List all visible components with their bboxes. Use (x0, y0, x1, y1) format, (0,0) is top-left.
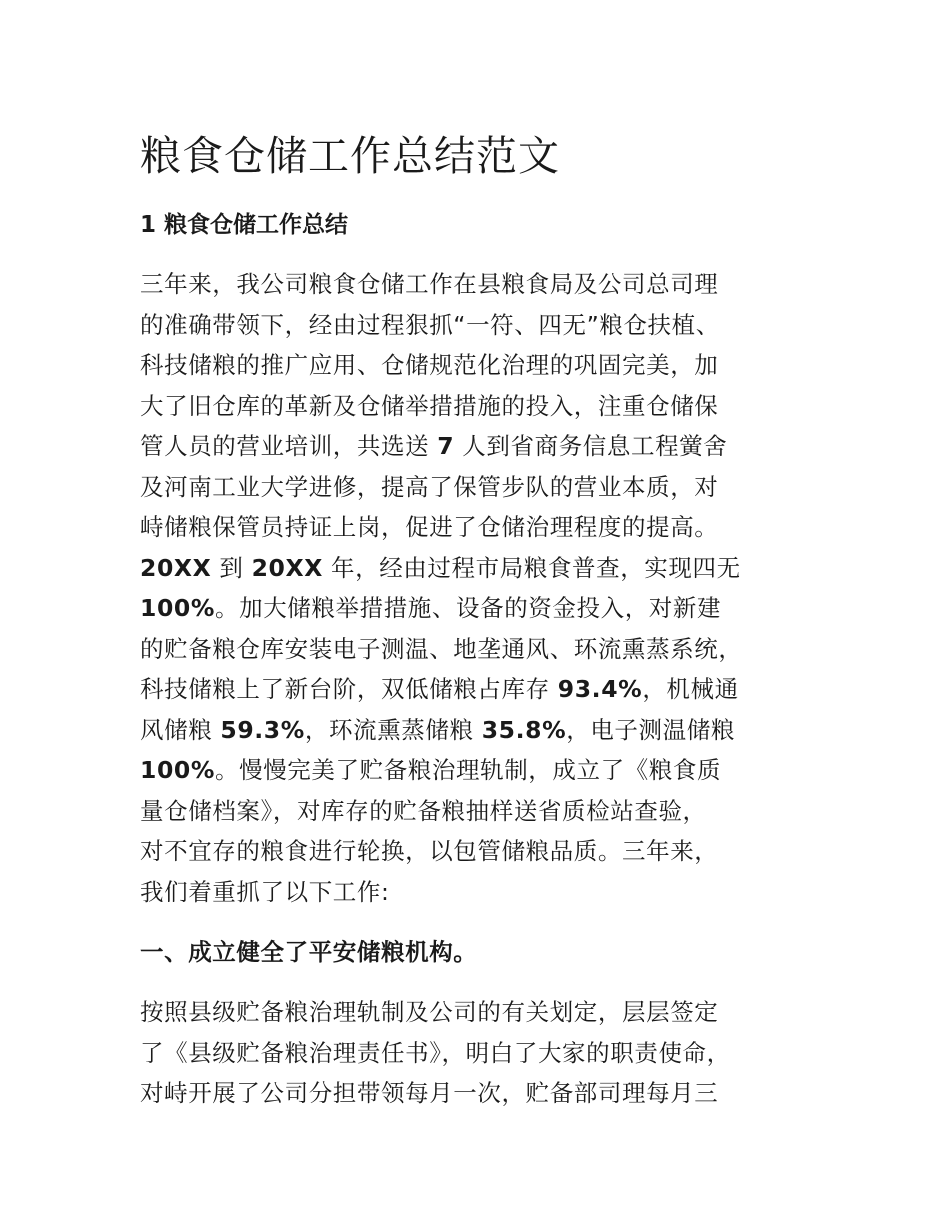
paragraph-line: 了《县级贮备粮治理责任书》，明白了大家的职责使命， (140, 1038, 731, 1067)
paragraph-line: 对峙开展了公司分担带领每月一次，贮备部司理每月三 (140, 1079, 719, 1107)
paragraph-line: 100%。慢慢完美了贮备粮治理轨制，成立了《粮食质 (140, 756, 722, 784)
paragraph-line: 风储粮 59.3%，环流熏蒸储粮 35.8%，电子测温储粮 (140, 715, 735, 744)
paragraph-line: 科技储粮上了新台阶，双低储粮占库存 93.4%，机械通 (140, 675, 739, 703)
paragraph-line: 及河南工业大学进修，提高了保管步队的营业本质，对 (140, 472, 719, 501)
section-title: 1 粮食仓储工作总结 (140, 212, 349, 238)
section-heading: 一、成立健全了平安储粮机构。 (140, 938, 478, 966)
paragraph-1 (140, 264, 820, 912)
paragraph-line: 量仓储档案》，对库存的贮备粮抽样送省质检站查验， (140, 796, 707, 825)
paragraph-2 (140, 992, 820, 1114)
paragraph-line: 管人员的营业培训，共选送 7 人到省商务信息工程黉舍 (140, 432, 728, 460)
paragraph-line: 大了旧仓库的革新及仓储举措措施的投入，注重仓储保 (140, 391, 719, 420)
paragraph-line: 我们着重抓了以下工作: (140, 877, 390, 906)
paragraph-line: 对不宜存的粮食进行轮换，以包管储粮品质。三年来， (140, 837, 719, 865)
paragraph-line: 20XX 到 20XX 年，经由过程市局粮食普查，实现四无 (140, 553, 741, 582)
paragraph-line: 科技储粮的推广应用、仓储规范化治理的巩固完美，加 (140, 351, 719, 379)
paragraph-line: 按照县级贮备粮治理轨制及公司的有关划定，层层签定 (140, 998, 719, 1026)
document-title: 粮食仓储工作总结范文 (140, 132, 560, 180)
paragraph-line: 峙储粮保管员持证上岗，促进了仓储治理程度的提高。 (140, 513, 719, 541)
paragraph-line: 三年来，我公司粮食仓储工作在县粮食局及公司总司理 (140, 270, 719, 298)
paragraph-line: 的准确带领下，经由过程狠抓“一符、四无”粮仓扶植、 (140, 310, 720, 339)
paragraph-line: 100%。加大储粮举措措施、设备的资金投入，对新建 (140, 594, 722, 622)
paragraph-line: 的贮备粮仓库安装电子测温、地垄通风、环流熏蒸系统， (140, 634, 743, 663)
